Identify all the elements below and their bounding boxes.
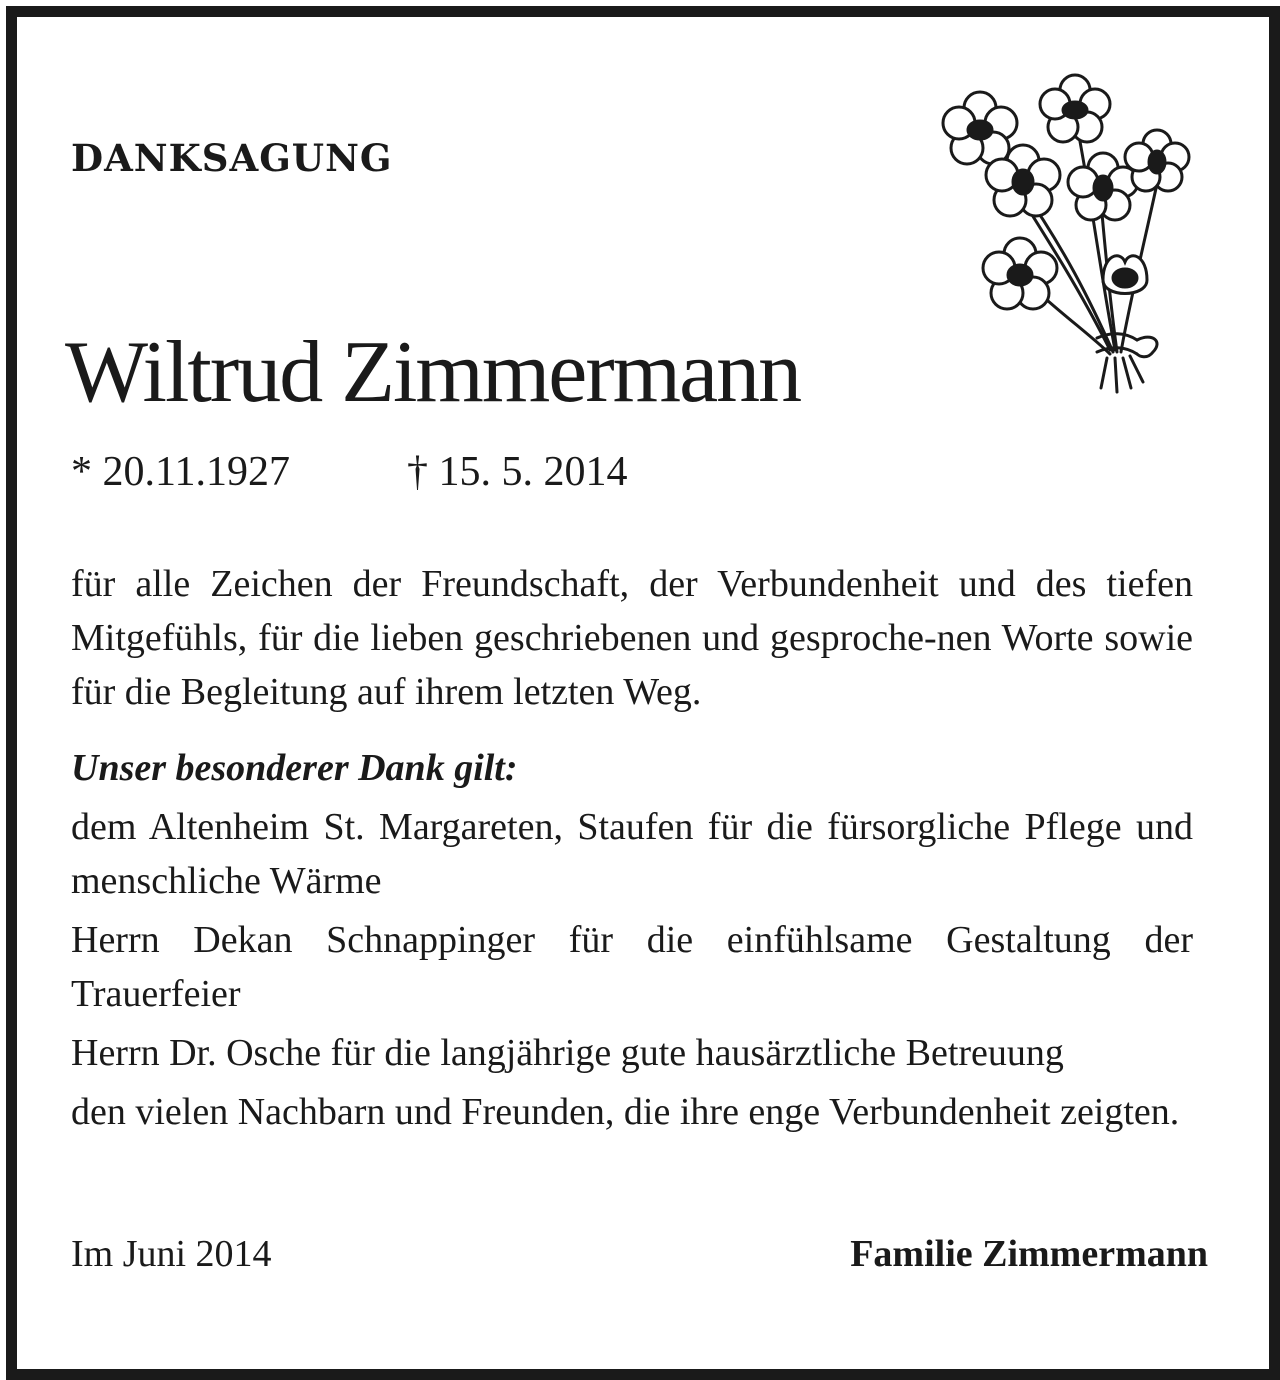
thanks-item: Herrn Dr. Osche für die langjährige gute hausärztliche Betreuung — [71, 1032, 1064, 1074]
heading: DANKSAGUNG — [71, 136, 393, 180]
footer-signature: Familie Zimmermann — [850, 1233, 1208, 1275]
birth-date: * 20.11.1927 — [71, 449, 290, 495]
intro-text: für alle Zeichen der Freundschaft, der Verbundenheit und des tiefen Mitgefühls, für die lieben geschriebenen und gesproche-nen Worte sowie für die Begleitung auf ihrem letzten Weg. — [71, 563, 1193, 713]
special-thanks-title: Unser besonderer Dank gilt: — [71, 747, 518, 789]
footer-date: Im Juni 2014 — [71, 1233, 272, 1275]
deceased-name: Wiltrud Zimmermann — [65, 324, 801, 421]
thanks-list — [71, 800, 1193, 1144]
thanks-item: dem Altenheim St. Margareten, Staufen für die fürsorgliche Pflege und menschliche Wärme — [71, 806, 1193, 902]
flower-bouquet-icon — [925, 70, 1195, 400]
thanks-item: Herrn Dekan Schnappinger für die einfühlsame Gestaltung der Trauerfeier — [71, 919, 1193, 1015]
death-date: † 15. 5. 2014 — [407, 449, 628, 495]
life-dates — [71, 448, 628, 496]
thanks-item: den vielen Nachbarn und Freunden, die ihre enge Verbundenheit zeigten. — [71, 1091, 1180, 1133]
